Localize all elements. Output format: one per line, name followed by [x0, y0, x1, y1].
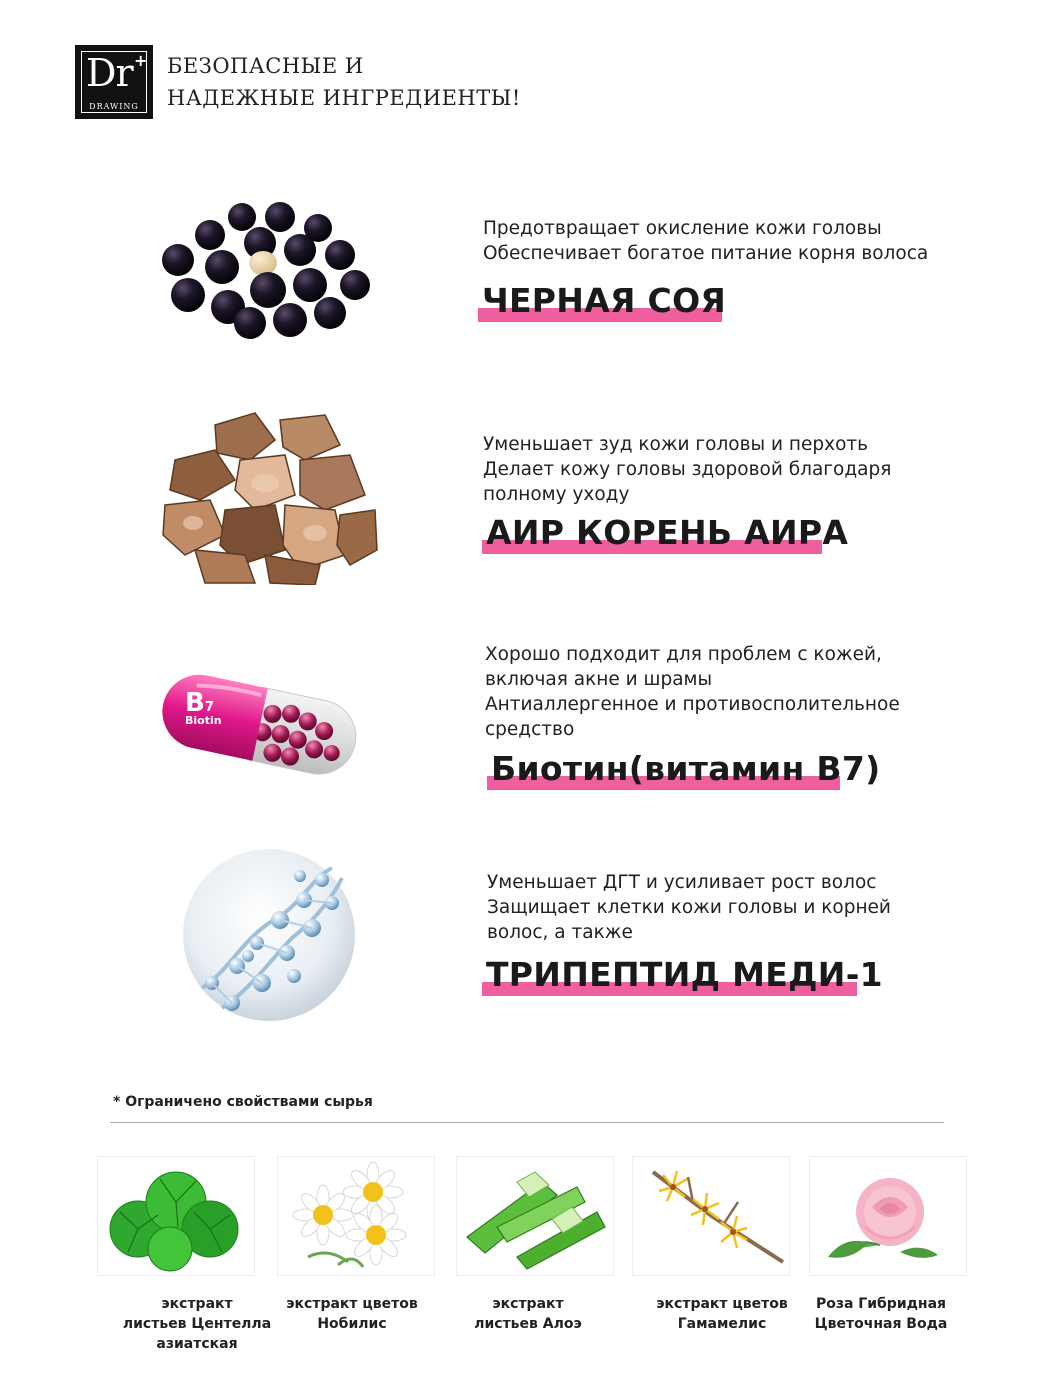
ingredient-1-description — [483, 216, 928, 266]
ingredient-1-title — [478, 281, 727, 322]
dna-sphere-icon — [182, 848, 356, 1022]
ingredient-3-line-2: включая акне и шрамы — [485, 669, 713, 690]
capsule-biotin-text: Biotin — [185, 714, 222, 727]
ingredient-3-line-3: Антиаллергенное и противосполительное — [485, 694, 900, 715]
caption-line: азиатская — [156, 1336, 238, 1352]
caption-line: экстракт цветов — [656, 1296, 788, 1312]
extract-caption-chamomile — [267, 1294, 437, 1334]
caption-line: экстракт — [161, 1296, 233, 1312]
raw-material-note: * Ограничено свойствами сырья — [113, 1094, 373, 1110]
ingredient-3-description — [485, 642, 900, 742]
extract-caption-rose — [796, 1294, 966, 1334]
ingredient-2-description — [483, 432, 891, 507]
ingredient-3-title — [487, 749, 881, 790]
pink-rose-icon — [810, 1157, 966, 1275]
ingredient-4-title — [482, 955, 883, 996]
ingredient-2-line-1: Уменьшает зуд кожи головы и перхоть — [483, 434, 869, 455]
extract-card-rose — [809, 1156, 967, 1276]
witch-hazel-flowers-icon — [633, 1157, 789, 1275]
ingredient-2-line-2: Делает кожу головы здоровой благодаря — [483, 459, 892, 480]
ingredient-4-line-1: Уменьшает ДГТ и усиливает рост волос — [487, 872, 877, 893]
logo-plus-icon: + — [134, 51, 148, 70]
ingredient-2-title — [482, 513, 849, 554]
divider — [110, 1122, 944, 1123]
extract-card-witch-hazel — [632, 1156, 790, 1276]
capsule-b: B — [185, 688, 205, 718]
page-headline — [167, 50, 521, 114]
ingredient-4-description — [487, 870, 891, 945]
ingredient-2-line-3: полному уходу — [483, 484, 630, 505]
logo-subtext: DRAWING — [89, 102, 139, 111]
headline-line-2: НАДЕЖНЫЕ ИНГРЕДИЕНТЫ! — [167, 86, 521, 110]
extract-card-chamomile — [277, 1156, 435, 1276]
extract-card-centella — [97, 1156, 255, 1276]
caption-line: Нобилис — [317, 1316, 387, 1332]
ingredient-4-title-text: ТРИПЕПТИД МЕДИ-1 — [486, 955, 883, 994]
headline-line-1: БЕЗОПАСНЫЕ И — [167, 54, 364, 78]
ingredient-3-title-text: Биотин(витамин B7) — [491, 749, 881, 788]
caption-line: экстракт цветов — [286, 1296, 418, 1312]
aloe-leaves-icon — [457, 1157, 613, 1275]
calamus-root-icon — [155, 405, 380, 585]
ingredient-3-line-4: средство — [485, 719, 575, 740]
centella-leaves-icon — [98, 1157, 254, 1275]
caption-line: Гамамелис — [677, 1316, 767, 1332]
ingredient-3-line-1: Хорошо подходит для проблем с кожей, — [485, 644, 882, 665]
black-soybeans-icon — [150, 195, 380, 345]
caption-line: листьев Алоэ — [474, 1316, 582, 1332]
capsule-label — [185, 688, 245, 748]
extract-caption-aloe — [443, 1294, 613, 1334]
chamomile-flowers-icon — [278, 1157, 434, 1275]
caption-line: Роза Гибридная — [815, 1296, 947, 1312]
caption-line: экстракт — [492, 1296, 564, 1312]
caption-line: Цветочная Вода — [814, 1316, 948, 1332]
ingredient-1-line-1: Предотвращает окисление кожи головы — [483, 218, 882, 239]
caption-line: листьев Центелла — [122, 1316, 272, 1332]
ingredient-1-line-2: Обеспечивает богатое питание корня волоса — [483, 243, 929, 264]
ingredient-2-title-text: АИР КОРЕНЬ АИРА — [486, 513, 849, 552]
logo-text: Dr — [86, 51, 133, 95]
extract-card-aloe — [456, 1156, 614, 1276]
ingredient-4-line-3: волос, а также — [487, 922, 633, 943]
extract-caption-witch-hazel — [637, 1294, 807, 1334]
ingredient-1-title-text: ЧЕРНАЯ СОЯ — [482, 281, 727, 320]
ingredient-4-line-2: Защищает клетки кожи головы и корней — [487, 897, 891, 918]
capsule-sub: 7 — [204, 700, 214, 715]
brand-logo — [75, 45, 153, 119]
extract-caption-centella — [112, 1294, 282, 1354]
